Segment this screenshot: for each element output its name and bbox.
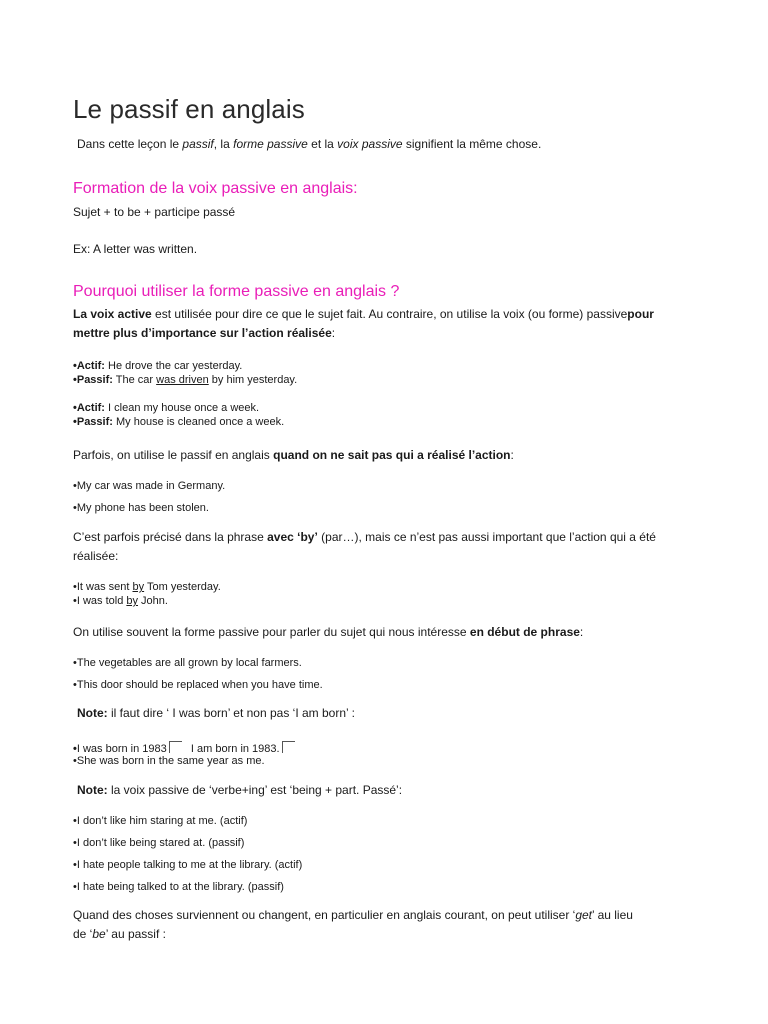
note-born [77, 706, 355, 720]
checkbox-icon [282, 741, 295, 753]
passif-label: •Passif: [73, 374, 113, 386]
list-item: •I don’t like being stared at. (passif) [73, 837, 245, 849]
para-debut-phrase [73, 625, 583, 639]
example-actif-1 [73, 360, 242, 372]
bold-text: en début de phrase [469, 625, 580, 639]
body-text: il faut dire ‘ I was born’ et non pas ‘I am born’ : [107, 706, 355, 720]
actif-label: •Actif: [73, 402, 105, 414]
body-text: ’ au passif : [105, 927, 166, 941]
list-item: •This door should be replaced when you have time. [73, 679, 323, 691]
list-item: •I don’t like him staring at me. (actif) [73, 815, 248, 827]
bold-text: pour [627, 307, 654, 321]
list-item: •My car was made in Germany. [73, 480, 226, 492]
bold-text: mettre plus d’importance sur l’action réalisée [73, 326, 332, 340]
example-passif-1 [73, 374, 297, 386]
intro-paragraph [77, 137, 541, 151]
example-actif-2 [73, 402, 259, 414]
underlined-text: by [132, 581, 145, 593]
intro-text: Dans cette leçon le [77, 137, 183, 151]
para-voix-active-line2 [73, 326, 335, 340]
para-by-line1 [73, 530, 656, 544]
list-item: •The vegetables are all grown by local farmers. [73, 657, 302, 669]
born-example-line-2: •She was born in the same year as me. [73, 755, 265, 767]
example-text: I am born in 1983. [190, 743, 280, 755]
example-text: I was born in 1983 [76, 743, 167, 755]
born-example-line [73, 741, 295, 755]
body-text: On utilise souvent la forme passive pour parler du sujet qui nous intéresse [73, 625, 470, 639]
list-item: •I hate being talked to at the library. (passif) [73, 881, 284, 893]
body-text: est utilisée pour dire ce que le sujet fait. Au contraire, on utilise la voix (ou forme) passive [151, 307, 628, 321]
para-parfois [73, 448, 514, 462]
body-text: de ‘ [73, 927, 93, 941]
example-text: The car [112, 374, 157, 386]
example-text: I clean my house once a week. [104, 402, 260, 414]
bold-text: avec ‘by’ [267, 530, 318, 544]
example-passif-2 [73, 416, 284, 428]
section-heading-pourquoi: Pourquoi utiliser la forme passive en anglais ? [73, 283, 400, 300]
checkbox-icon [169, 741, 182, 753]
example-text: •I was told [73, 595, 127, 607]
body-text: C’est parfois précisé dans la phrase [73, 530, 268, 544]
example-text: John. [138, 595, 168, 607]
intro-text: signifient la même chose. [402, 137, 542, 151]
bullet: • [73, 743, 77, 755]
para-voix-active-line1 [73, 307, 654, 321]
body-text: : [579, 625, 584, 639]
note-label: Note: [77, 706, 108, 720]
bold-text: quand on ne sait pas qui a réalisé l’action [273, 448, 511, 462]
list-item [73, 595, 168, 607]
example-line: Ex: A letter was written. [73, 242, 198, 256]
intro-italic-voix: voix passive [337, 137, 403, 151]
underlined-text: was driven [156, 374, 209, 386]
list-item: •My phone has been stolen. [73, 502, 209, 514]
para-get-line1 [73, 908, 633, 922]
intro-text: et la [307, 137, 338, 151]
formula-line: Sujet + to be + participe passé [73, 205, 236, 219]
para-get-line2 [73, 927, 166, 941]
list-item: •I hate people talking to me at the library. (actif) [73, 859, 303, 871]
section-heading-formation: Formation de la voix passive en anglais: [73, 180, 358, 197]
intro-italic-forme: forme passive [233, 137, 308, 151]
italic-text: get [575, 908, 593, 922]
intro-italic-passif: passif [182, 137, 214, 151]
para-by-line2: réalisée: [73, 549, 119, 563]
body-text: la voix passive de ‘verbe+ing’ est ‘being + part. Passé’: [107, 783, 403, 797]
body-text: : [510, 448, 514, 462]
italic-text: be [92, 927, 106, 941]
page-title: Le passif en anglais [73, 94, 305, 124]
actif-label: •Actif: [73, 360, 105, 372]
example-text: My house is cleaned once a week. [112, 416, 285, 428]
body-text: (par…), mais ce n’est pas aussi important que l’action qui a été [317, 530, 656, 544]
note-being [77, 783, 402, 797]
list-item [73, 581, 221, 593]
bold-text: La voix active [73, 307, 152, 321]
example-text: He drove the car yesterday. [104, 360, 243, 372]
body-text: ’ au lieu [592, 908, 633, 922]
body-text: Parfois, on utilise le passif en anglais [73, 448, 274, 462]
passif-label: •Passif: [73, 416, 113, 428]
body-text: : [331, 326, 336, 340]
body-text: Quand des choses surviennent ou changent, en particulier en anglais courant, on peut utiliser ‘ [73, 908, 576, 922]
example-text: •It was sent [73, 581, 133, 593]
example-text: by him yesterday. [208, 374, 298, 386]
example-text: Tom yesterday. [144, 581, 221, 593]
underlined-text: by [126, 595, 138, 607]
note-label: Note: [77, 783, 108, 797]
intro-text: , la [213, 137, 234, 151]
